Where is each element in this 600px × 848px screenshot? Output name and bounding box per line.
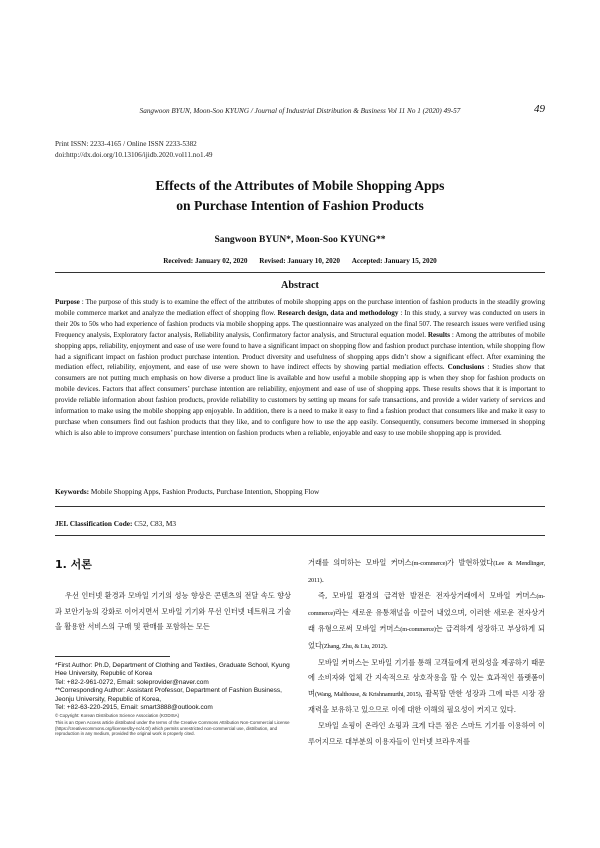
text-run: 모바일 커머스는 모바일 기기를 통해 고객들에게 편의성을 제공하기 때문에 소비자와 업체 간 지속적으로 상호작용을 할 수 있는 효과적인 플랫폼이며: [308, 657, 545, 698]
corresponding-author-note: **Corresponding Author: Assistant Professor, Department of Fashion Business, Jeonju University, Republic of Korea,: [55, 687, 282, 703]
text-run: .: [321, 574, 324, 584]
left-column: [55, 556, 291, 635]
paper-title: [0, 176, 600, 216]
first-author-note: *First Author: Ph.D, Department of Clothing and Textiles, Graduate School, Kyung Hee University, Republic of Korea: [55, 662, 290, 678]
revised-date: Revised: January 10, 2020: [259, 257, 340, 265]
intro-paragraph-1: 우선 인터넷 환경과 모바일 기기의 성능 향상은 콘텐츠의 전달 속도 향상과 보안기능의 강화로 이어지면서 모바일 기기와 무선 인터넷 네트워크 기술을 활용한 서비스의 구매 및 판매를 포함하는 모든: [55, 591, 291, 632]
publication-info: [55, 139, 213, 161]
results-label: Results: [427, 330, 450, 339]
page-number: 49: [534, 103, 545, 115]
intro-paragraph-5: 모바일 쇼핑이 온라인 쇼핑과 크게 다른 점은 스마트 기기를 이용하여 이루어지므로 대부분의 이용자들이 인터넷 브라우저를: [308, 720, 545, 746]
citation: (m-commerce): [400, 626, 436, 634]
abstract-top-rule: [55, 272, 545, 273]
section-heading: 1. 서론: [55, 558, 92, 571]
intro-paragraph-2: [308, 555, 545, 588]
jel-code: [55, 519, 545, 528]
conclusions-label: Conclusions: [447, 363, 485, 372]
corresponding-author-contact: Tel: +82-63-220-2915, Email: smart3888@outlook.com: [55, 704, 213, 712]
conclusions-text: : Studies show that consumers are not putting much emphasis on how diverse a product line is available and how useful a mobile shopping app is when they shop for fashion products on mobile devices. Factors that affect consumers’ purchase intention are reliability, enjoyment and ease of use of shopping apps. These results shows that it is important to provide reliable information about fashion products, provide reliability to customers by setting up means for safe transactions, and provide a wider variety of services and information to make using the mobile shopping app enjoyable. In addition, there is a need to make it easy to find a fashion product that consumers like and make it easy to purchase when consumers find out fashion products that they like, and to configure how to use the app easily. Consequently, consumers become immersed in shopping which is also able to improve consumers’ purchase intention on fashion products when a reliable, enjoyable and easy to use mobile shopping app is provided.: [55, 363, 545, 437]
abstract-body: [55, 297, 545, 439]
citation: (Lee & Mendlinger, 2011): [308, 560, 545, 584]
jel-text: C52, C83, M3: [134, 519, 177, 528]
jel-bottom-rule: [55, 535, 545, 536]
copyright-line: © Copyright: Korean Distribution Science Association (KODISA): [55, 713, 180, 719]
jel-label: JEL Classification Code:: [55, 519, 133, 528]
title-line-1: Effects of the Attributes of Mobile Shopping Apps: [155, 178, 445, 193]
running-header: Sangwoon BYUN, Moon-Soo KYUNG / Journal of Industrial Distribution & Business Vol 11 No 1 (2020) 49-57: [139, 107, 461, 115]
citation: (Zhang, Zhu, & Liu, 2012): [321, 642, 386, 650]
license-text: This is an Open Access article distributed under the terms of the Creative Commons Attribution Non-Commercial License (https://creativecommons.org/licenses/by-nc/4.0/) which permits unrestricted non-commercial use, distribution, and reproduction in any medium, provided the original work is properly cited.: [55, 720, 290, 737]
text-run: 거래를 의미하는 모바일 커머스: [308, 558, 412, 567]
purpose-label: Purpose: [55, 298, 80, 306]
text-run: .: [385, 640, 388, 650]
citation: (Wang, Malthouse, & Krishnamurthi, 2015): [314, 690, 421, 698]
method-text: : In this study, a survey was conducted on users in their 20s to 50s who had experience of fashion products via mobile shopping apps. The questionnaire was analyzed on the final 507. The research issues were verified using Frequency analysis, Exploratory factor analysis, Reliability analysis, Confirmatory factor analysis, and Structural equation model.: [55, 308, 545, 339]
abstract-heading: Abstract: [281, 280, 319, 291]
keywords-text: Mobile Shopping Apps, Fashion Products, Purchase Intention, Shopping Flow: [90, 487, 320, 496]
right-column: [308, 555, 545, 749]
author-list: Sangwoon BYUN*, Moon-Soo KYUNG**: [214, 234, 386, 245]
method-label: Research design, data and methodology: [277, 308, 399, 317]
keywords-bottom-rule: [55, 506, 545, 507]
results-text: : Among the attributes of mobile shopping apps, reliability, enjoyment and ease of use were found to have a significant impact on shopping flow and fashion product purchase intention, while shopping flow had a significant impact on fashion product purchase intention. Product diversity and usefulness of shopping apps didn’t show a significant effect. After examining the mediation effect, reliability, enjoyment, and ease of use were shown to have indirect effects by showing partial mediation effects.: [55, 330, 545, 372]
citation: (m-commerce): [308, 593, 545, 617]
intro-paragraph-3: [308, 588, 545, 654]
footnote-rule: [55, 656, 170, 657]
keywords: [55, 487, 545, 496]
received-date: Received: January 02, 2020: [163, 257, 248, 265]
text-run: 가 발현하였다: [447, 558, 494, 567]
citation: (m-commerce): [411, 560, 448, 567]
title-line-2: on Purchase Intention of Fashion Products: [176, 198, 424, 213]
submission-dates: [0, 257, 600, 265]
intro-paragraph-4: [308, 655, 545, 718]
footnotes: [55, 662, 295, 737]
first-author-contact: Tel: +82-2-961-0272, Email: soleprovider@naver.com: [55, 678, 209, 686]
issn-line: Print ISSN: 2233-4165 / Online ISSN 2233-5382: [55, 140, 197, 148]
purpose-text: : The purpose of this study is to examine the effect of the attributes of mobile shopping apps on the purchase intention of fashion products in the steadily growing mobile commerce market and analyze the mediation effect of shopping flow.: [55, 298, 545, 317]
text-run: 라는 새로운 유통채널을 이끌어 내었으며, 이러한 새로운 전자상거래 유형으로써 모바일 커머스: [308, 607, 545, 634]
keywords-label: Keywords:: [55, 487, 90, 496]
text-run: 는 급격하게 성장하고 부상하게 되었다: [308, 624, 545, 650]
text-run: , 괄목할 만한 성장과 그에 따른 시장 잠재력을 보유하고 있으므로 이에 대한 이해의 필요성이 커지고 있다.: [308, 688, 545, 715]
text-run: 즉, 모바일 환경의 급격한 발전은 전자상거래에서 모바일 커머스: [318, 591, 537, 601]
doi-line[interactable]: doi:http://dx.doi.org/10.13106/ijidb.2020.vol11.no1.49: [55, 151, 213, 159]
accepted-date: Accepted: January 15, 2020: [351, 257, 437, 265]
